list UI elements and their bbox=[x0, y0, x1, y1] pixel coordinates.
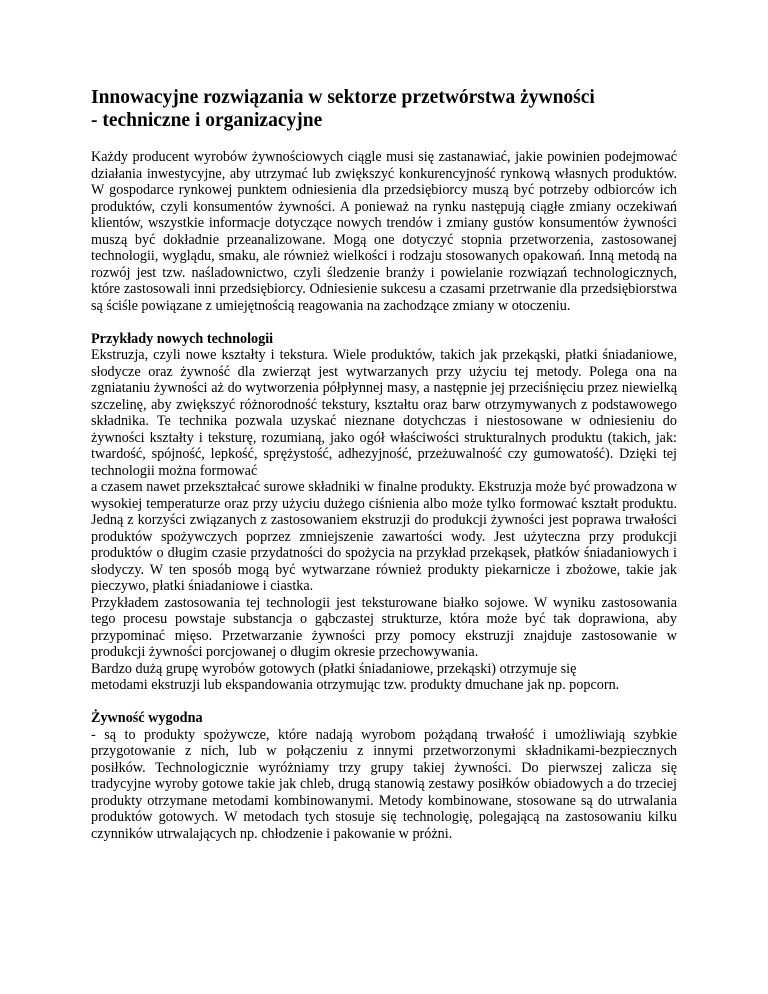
spacer bbox=[91, 694, 677, 711]
intro-paragraph: Każdy producent wyrobów żywnościowych ciągle musi się zastanawiać, jakie powinien podejmować działania inwestycyjne, aby utrzymać lub zwiększyć konkurencyjność rynkową własnych produktów. W gospodarce rynkowej punktem odniesienia dla przedsiębiorcy muszą być potrzeby odbiorców ich produktów, czyli konsumentów żywności. A ponieważ na rynku następują ciągłe zmiany oczekiwań klientów, wszystkie informacje dotyczące nowych trendów i zmiany gustów konsumentów żywności muszą być dokładnie przeanalizowane. Mogą one dotyczyć stopnia przetworzenia, zastosowanej technologii, wyglądu, smaku, ale również wielkości i rodzaju stosowanych opakowań. Inną metodą na rozwój jest tzw. naśladownictwo, czyli śledzenie branży i powielanie rozwiązań technologicznych, które zastosowali inni przedsiębiorcy. Odniesienie sukcesu a czasami przetrwanie dla przedsiębiorstwa są ściśle powiązane z umiejętnością reagowania na zachodzące zmiany w otoczeniu. bbox=[91, 149, 677, 314]
technologies-paragraph-3: Przykładem zastosowania tej technologii jest teksturowane białko sojowe. W wyniku zastosowania tego procesu powstaje substancja o gąbczastej strukturze, która może być tak doprawiona, aby przypominać mięso. Przetwarzanie żywności przy pomocy ekstruzji znajduje zastosowanie w produkcji żywności porcjowanej o długim okresie przechowywania. bbox=[91, 594, 677, 660]
section-heading-convenience-food: Żywność wygodna bbox=[91, 710, 203, 726]
document-title bbox=[91, 86, 677, 132]
title-line-2: - techniczne i organizacyjne bbox=[91, 110, 323, 131]
title-line-1: Innowacyjne rozwiązania w sektorze przetwórstwa żywności bbox=[91, 87, 595, 108]
technologies-line-2: metodami ekstruzji lub ekspandowania otrzymując tzw. produkty dmuchane jak np. popcorn. bbox=[91, 677, 620, 693]
convenience-food-paragraph: - są to produkty spożywcze, które nadają wyrobom pożądaną trwałość i umożliwiają szybkie przygotowanie z nich, lub w połączeniu z innymi przetworzonymi składnikami-bezpiecznych posiłków. Technologicznie wyróżniamy trzy grupy takiej żywności. Do pierwszej zalicza się tradycyjne wyroby gotowe takie jak chleb, drugą stanowią zestawy posiłków obiadowych a do trzeciej produkty otrzymane metodami kombinowanymi. Metody kombinowane, stosowane są do utrwalania produktów gotowych. W metodach tych stosuje się technologię, polegającą na zastosowaniu kilku czynników utrwalających np. chłodzenie i pakowanie w próżni. bbox=[91, 726, 677, 842]
section-heading-technologies: Przykłady nowych technologii bbox=[91, 330, 274, 347]
technologies-paragraph-2: a czasem nawet przekształcać surowe składniki w finalne produkty. Ekstruzja może być prowadzona w wysokiej temperaturze oraz przy użyciu dużego ciśnienia albo może tylko formować kształt produktu. Jedną z korzyści związanych z zastosowaniem ekstruzji do produkcji żywności jest poprawa trwałości produktów spożywczych poprzez zmniejszenie zawartości wody. Jest użyteczna przy produkcji produktów o długim czasie przydatności do spożycia na przykład przekąsek, płatków śniadaniowych i słodyczy. W ten sposób mogą być wytwarzane również produkty piekarnicze i zbożowe, takie jak pieczywo, płatki śniadaniowe i ciastka. bbox=[91, 479, 677, 594]
spacer bbox=[91, 314, 677, 331]
technologies-paragraph-1: Ekstruzja, czyli nowe kształty i tekstura. Wiele produktów, takich jak przekąski, płatki śniadaniowe, słodycze oraz żywność dla zwierząt jest wytwarzanych przy użyciu tej metody. Polega ona na zgniataniu żywności aż do wytworzenia półpłynnej masy, a następnie jej przeciśnięciu przez niewielką szczelinę, aby zwiększyć różnorodność tekstury, kształtu oraz barw otrzymywanych z podstawowego składnika. Te technika pozwala uzyskać nieznane dotychczas i niestosowane w odniesieniu do żywności kształty i teksturę, rozumianą, jako ogół właściwości strukturalnych produktu (takich, jak: twardość, spójność, lepkość, sprężystość, adhezyjność, przeżuwalność czy gumowatość). Dzięki tej technologii można formować bbox=[91, 347, 677, 479]
document-page bbox=[91, 86, 677, 842]
technologies-line-1: Bardzo dużą grupę wyrobów gotowych (płatki śniadaniowe, przekąski) otrzymuje się bbox=[91, 660, 577, 677]
